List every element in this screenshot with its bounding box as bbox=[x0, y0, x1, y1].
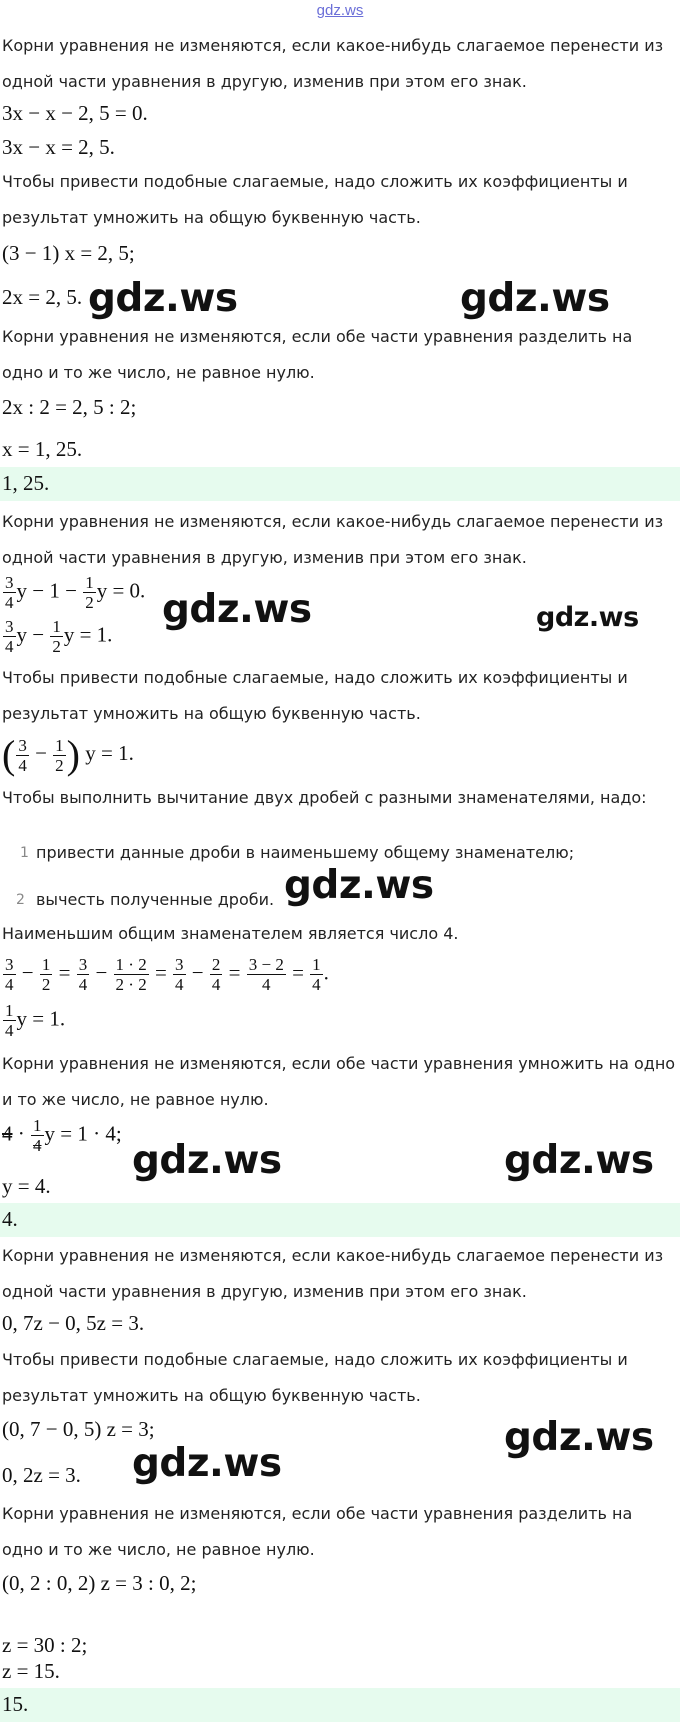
watermark: gdz.ws bbox=[284, 863, 434, 908]
answer-row bbox=[0, 1688, 680, 1722]
equation: y = 4. bbox=[2, 1174, 51, 1198]
rule-transfer-line2: одной части уравнения в другую, изменив при этом его знак. bbox=[2, 72, 527, 91]
equation-fraction: 4 · $\frac{1}{4}$ y = 1 · 4; bbox=[2, 1116, 122, 1155]
rule-subtract-intro: Чтобы выполнить вычитание двух дробей с разными знаменателями, надо: bbox=[2, 788, 647, 807]
list-number: 2 bbox=[16, 892, 25, 908]
answer-value: 15. bbox=[2, 1692, 29, 1716]
watermark: gdz.ws bbox=[132, 1138, 282, 1183]
equation: z = 30 : 2; bbox=[2, 1633, 88, 1657]
equation: x = 1, 25. bbox=[2, 437, 83, 461]
rule-like-terms-line2: результат умножить на общую буквенную часть. bbox=[2, 1386, 421, 1405]
rule-transfer-line2: одной части уравнения в другую, изменив при этом его знак. bbox=[2, 1282, 527, 1301]
rule-transfer-line1: Корни уравнения не изменяются, если какое-нибудь слагаемое перенести из bbox=[2, 1246, 664, 1265]
rule-transfer-line1: Корни уравнения не изменяются, если какое-нибудь слагаемое перенести из bbox=[2, 36, 664, 55]
rule-like-terms-line1: Чтобы привести подобные слагаемые, надо сложить их коэффициенты и bbox=[2, 1350, 628, 1369]
answer-value: 1, 25. bbox=[2, 471, 50, 495]
rule-divide-line1: Корни уравнения не изменяются, если обе части уравнения разделить на bbox=[2, 1504, 633, 1523]
rule-divide-line1: Корни уравнения не изменяются, если обе части уравнения разделить на bbox=[2, 327, 633, 346]
equation-fraction-chain: $\frac{3}{4}$ − $\frac{1}{2}$ = $\frac{3}{4}$ − $\frac{1 \cdot 2}{2 \cdot 2}$ = $\frac{3}{4}$ − $\frac{2}{4}$ = $\frac{3 - 2}{4}$ = $\frac{1}{4}$ . bbox=[5, 955, 329, 994]
equation: 2x = 2, 5. bbox=[2, 285, 83, 309]
rule-multiply-line2: и то же число, не равное нулю. bbox=[2, 1090, 269, 1109]
rule-like-terms-line2: результат умножить на общую буквенную часть. bbox=[2, 208, 421, 227]
rule-divide-line2: одно и то же число, не равное нулю. bbox=[2, 363, 315, 382]
watermark: gdz.ws bbox=[536, 602, 639, 633]
answer-row bbox=[0, 467, 680, 501]
watermark: gdz.ws bbox=[88, 276, 238, 321]
rule-like-terms-line2: результат умножить на общую буквенную часть. bbox=[2, 704, 421, 723]
equation: z = 15. bbox=[2, 1659, 60, 1683]
equation-fraction: $\frac{3}{4}$ y − $\frac{1}{2}$ y = 1. bbox=[5, 617, 113, 656]
site-header-link[interactable]: gdz.ws bbox=[316, 2, 364, 19]
equation: 2x : 2 = 2, 5 : 2; bbox=[2, 395, 137, 419]
rule-transfer-line2: одной части уравнения в другую, изменив при этом его знак. bbox=[2, 548, 527, 567]
rule-like-terms-line1: Чтобы привести подобные слагаемые, надо сложить их коэффициенты и bbox=[2, 668, 628, 687]
rule-divide-line2: одно и то же число, не равное нулю. bbox=[2, 1540, 315, 1559]
rule-like-terms-line1: Чтобы привести подобные слагаемые, надо сложить их коэффициенты и bbox=[2, 172, 628, 191]
rule-multiply-line1: Корни уравнения не изменяются, если обе части уравнения умножить на одно bbox=[2, 1054, 676, 1073]
equation: (0, 2 : 0, 2) z = 3 : 0, 2; bbox=[2, 1571, 197, 1595]
answer-value: 4. bbox=[2, 1207, 18, 1231]
equation-fraction: $\frac{3}{4}$ y − 1 − $\frac{1}{2}$ y = 0. bbox=[5, 573, 146, 612]
equation: 0, 2z = 3. bbox=[2, 1463, 81, 1487]
watermark: gdz.ws bbox=[132, 1441, 282, 1486]
list-number: 1 bbox=[20, 845, 29, 861]
equation: (3 − 1) x = 2, 5; bbox=[2, 241, 135, 265]
equation-fraction: $\frac{1}{4}$ y = 1. bbox=[5, 1001, 66, 1040]
list-item-text: вычесть полученные дроби. bbox=[36, 890, 275, 909]
list-item-text: привести данные дроби в наименьшему общему знаменателю; bbox=[36, 843, 575, 862]
equation: (0, 7 − 0, 5) z = 3; bbox=[2, 1417, 155, 1441]
watermark: gdz.ws bbox=[162, 587, 312, 632]
equation: 0, 7z − 0, 5z = 3. bbox=[2, 1311, 145, 1335]
lcd-statement: Наименьшим общим знаменателем является число 4. bbox=[2, 924, 459, 943]
watermark: gdz.ws bbox=[460, 276, 610, 321]
answer-row bbox=[0, 1203, 680, 1237]
equation: 3x − x = 2, 5. bbox=[2, 135, 115, 159]
watermark: gdz.ws bbox=[504, 1138, 654, 1183]
equation-fraction: ( $\frac{3}{4}$ − $\frac{1}{2}$ ) y = 1. bbox=[2, 732, 134, 777]
rule-transfer-line1: Корни уравнения не изменяются, если какое-нибудь слагаемое перенести из bbox=[2, 512, 664, 531]
watermark: gdz.ws bbox=[504, 1415, 654, 1460]
equation: 3x − x − 2, 5 = 0. bbox=[2, 101, 148, 125]
